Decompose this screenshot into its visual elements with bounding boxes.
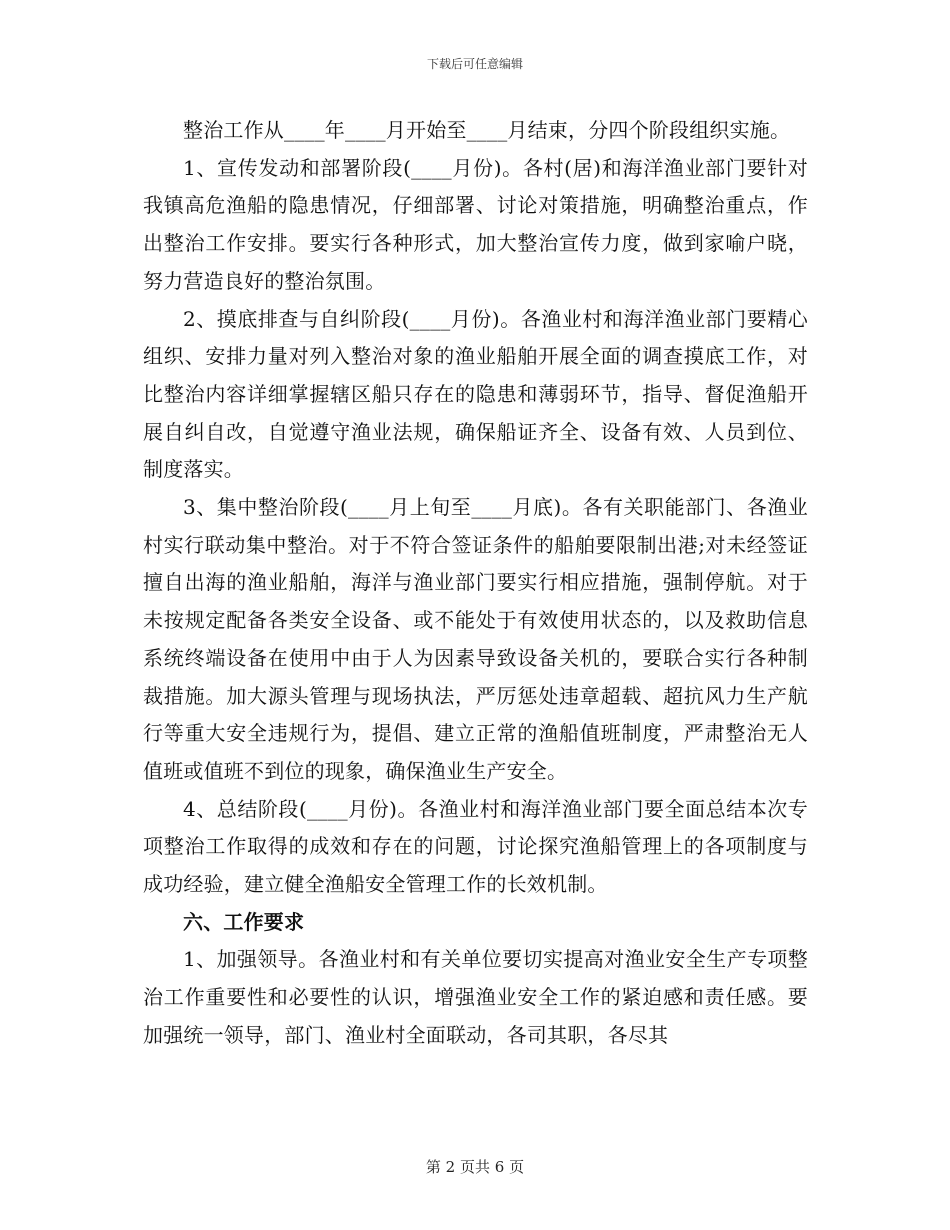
- paragraph-stage-2: 2、摸底排查与自纠阶段(____月份)。各渔业村和海洋渔业部门要精心组织、安排力量对列入整治对象的渔业船舶开展全面的调查摸底工作，对比整治内容详细掌握辖区船只存在的隐患和薄弱环节，指导、督促渔船开展自纠自改，自觉遵守渔业法规，确保船证齐全、设备有效、人员到位、制度落实。: [143, 306, 808, 482]
- paragraph-schedule: 整治工作从____年____月开始至____月结束，分四个阶段组织实施。: [183, 118, 791, 142]
- page-header: 下载后可任意编辑: [426, 57, 523, 71]
- page-footer: 第 2 页共 6 页: [425, 1158, 525, 1176]
- section-heading-requirements: 六、工作要求: [183, 909, 305, 934]
- paragraph-stage-4: 4、总结阶段(____月份)。各渔业村和海洋渔业部门要全面总结本次专项整治工作取得的成效和存在的问题，讨论探究渔船管理上的各项制度与成功经验，建立健全渔船安全管理工作的长效机制。: [143, 796, 808, 897]
- document-body: [143, 112, 808, 1055]
- paragraph-requirement-1: 1、加强领导。各渔业村和有关单位要切实提高对渔业安全生产专项整治工作重要性和必要性的认识，增强渔业安全工作的紧迫感和责任感。要加强统一领导，部门、渔业村全面联动，各司其职，各尽其: [143, 947, 808, 1047]
- paragraph-stage-3: 3、集中整治阶段(____月上旬至____月底)。各有关职能部门、各渔业村实行联动集中整治。对于不符合签证条件的船舶要限制出港;对未经签证擅自出海的渔业船舶，海洋与渔业部门要实行相应措施，强制停航。对于未按规定配备各类安全设备、或不能处于有效使用状态的，以及救助信息系统终端设备在使用中由于人为因素导致设备关机的，要联合实行各种制裁措施。加大源头管理与现场执法，严厉惩处违章超载、超抗风力生产航行等重大安全违规行为，提倡、建立正常的渔船值班制度，严肃整治无人值班或值班不到位的现象，确保渔业生产安全。: [143, 495, 808, 783]
- paragraph-stage-1: 1、宣传发动和部署阶段(____月份)。各村(居)和海洋渔业部门要针对我镇高危渔船的隐患情况，仔细部署、讨论对策措施，明确整治重点，作出整治工作安排。要实行各种形式，加大整治宣传力度，做到家喻户晓，努力营造良好的整治氛围。: [143, 155, 808, 293]
